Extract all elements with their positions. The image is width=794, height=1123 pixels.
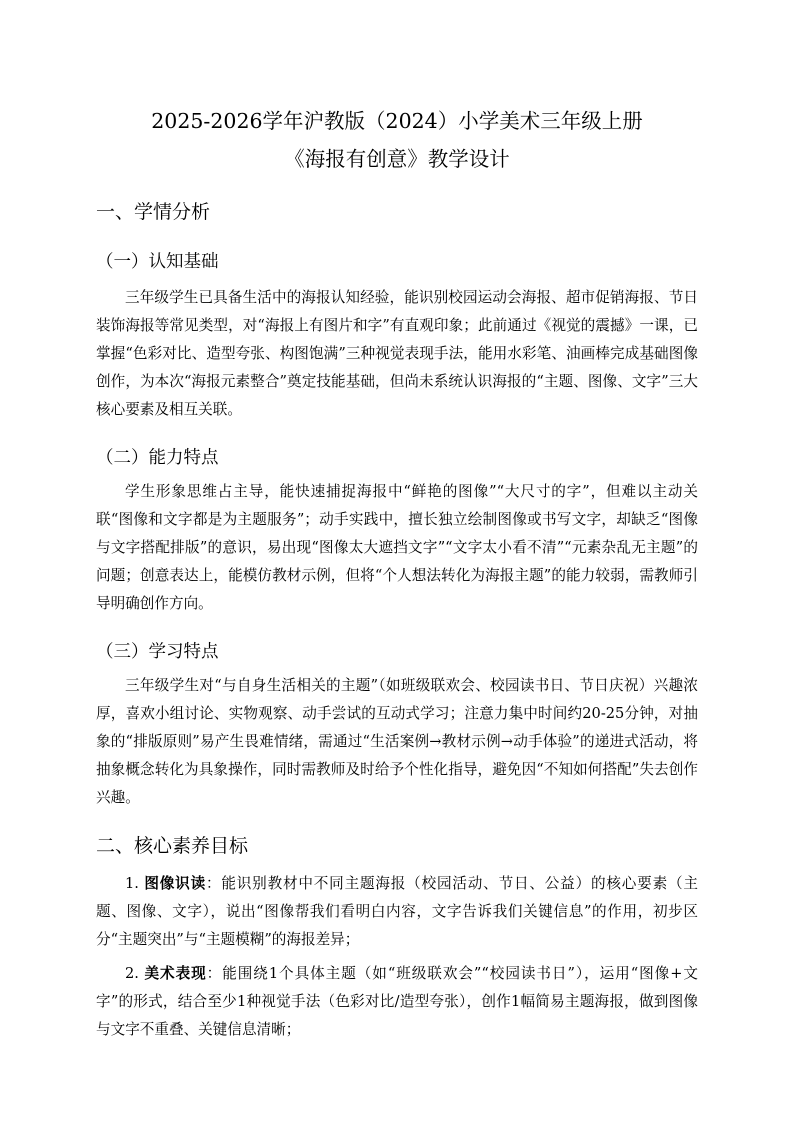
- objective-item-2-label: 美术表现: [144, 965, 207, 982]
- objective-item-1-text: ：能识别教材中不同主题海报（校园活动、节日、公益）的核心要素（主题、图像、文字），说出“图像帮我们看明白内容，文字告诉我们关键信息”的作用，初步区分“主题突出”与“主题模糊”的海报差异；: [96, 875, 698, 948]
- document-title-line1: 2025-2026学年沪教版（2024）小学美术三年级上册: [151, 109, 643, 133]
- document-title-line2: 《海报有创意》教学设计: [284, 147, 510, 171]
- subsection2-paragraph: 学生形象思维占主导，能快速捕捉海报中“鲜艳的图像”“大尺寸的字”，但难以主动关联“图像和文字都是为主题服务”；动手实践中，擅长独立绘制图像或书写文字，却缺乏“图像与文字搭配排版”的意识，易出现“图像太大遮挡文字”“文字太小看不清”“元素杂乱无主题”的问题；创意表达上，能模仿教材示例，但将“个人想法转化为海报主题”的能力较弱，需教师引导明确创作方向。: [96, 483, 698, 612]
- subsection1-paragraph: 三年级学生已具备生活中的海报认知经验，能识别校园运动会海报、超市促销海报、节日装饰海报等常见类型，对“海报上有图片和字”有直观印象；此前通过《视觉的震撼》一课，已掌握“色彩对比、造型夸张、构图饱满”三种视觉表现手法，能用水彩笔、油画棒完成基础图像创作，为本次“海报元素整合”奠定技能基础，但尚未系统认识海报的“主题、图像、文字”三大核心要素及相互关联。: [96, 289, 698, 418]
- objective-item-2: [96, 960, 698, 1044]
- subsection3-paragraph: 三年级学生对“与自身生活相关的主题”（如班级联欢会、校园读书日、节日庆祝）兴趣浓厚，喜欢小组讨论、实物观察、动手尝试的互动式学习；注意力集中时间约20-25分钟，对抽象的“排版原则”易产生畏难情绪，需通过“生活案例→教材示例→动手体验”的递进式活动，将抽象概念转化为具象操作，同时需教师及时给予个性化指导，避免因“不知如何搭配”失去创作兴趣。: [96, 677, 698, 806]
- section2-heading: 二、核心素养目标: [96, 835, 249, 857]
- objective-item-1: [96, 870, 698, 954]
- objective-item-1-prefix: 1.: [125, 875, 145, 892]
- subsection1-heading: （一）认知基础: [96, 252, 219, 272]
- objective-item-2-text: ：能围绕1个具体主题（如“班级联欢会”“校园读书日”），运用“图像+文字”的形式，结合至少1种视觉手法（色彩对比/造型夸张），创作1幅简易主题海报，做到图像与文字不重叠、关键信息清晰；: [96, 965, 698, 1038]
- objective-item-2-prefix: 2.: [125, 965, 145, 982]
- subsection3-heading: （三）学习特点: [96, 642, 219, 662]
- subsection2-heading: （二）能力特点: [96, 448, 219, 468]
- objective-item-1-label: 图像识读: [144, 875, 206, 892]
- section1-heading: 一、学情分析: [96, 201, 211, 223]
